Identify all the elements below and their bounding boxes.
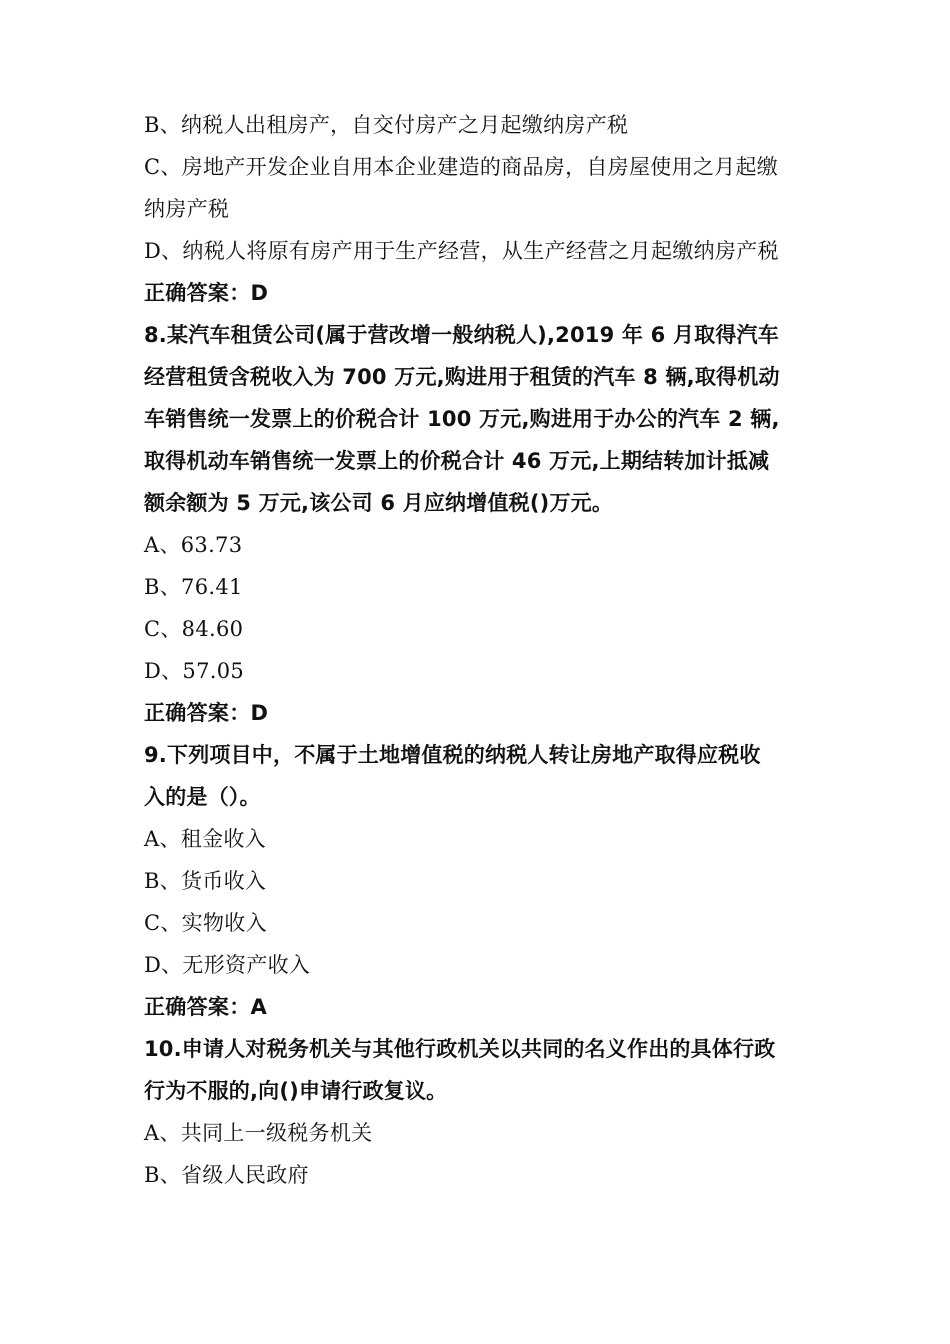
q7-option-d: D、纳税人将原有房产用于生产经营，从生产经营之月起缴纳房产税 xyxy=(144,239,779,263)
q7-option-c-line2: 纳房产税 xyxy=(144,197,230,221)
q8-stem-line4: 取得机动车销售统一发票上的价税合计 46 万元,上期结转加计抵减 xyxy=(144,449,770,473)
q8-stem-line5: 额余额为 5 万元,该公司 6 月应纳增值税()万元。 xyxy=(144,491,614,515)
q7-answer: 正确答案：D xyxy=(144,281,269,305)
q9-stem-line2: 入的是（）。 xyxy=(144,785,261,809)
q10-stem-line2: 行为不服的,向()申请行政复议。 xyxy=(144,1079,448,1103)
q7-option-b: B、纳税人出租房产，自交付房产之月起缴纳房产税 xyxy=(144,113,629,137)
q9-option-c: C、实物收入 xyxy=(144,911,267,935)
q7-option-c-line1: C、房地产开发企业自用本企业建造的商品房，自房屋使用之月起缴 xyxy=(144,155,779,179)
q8-option-d: D、57.05 xyxy=(144,659,245,683)
q9-stem-line1: 9.下列项目中，不属于土地增值税的纳税人转让房地产取得应税收 xyxy=(144,743,761,767)
q10-stem-line1: 10.申请人对税务机关与其他行政机关以共同的名义作出的具体行政 xyxy=(144,1037,776,1061)
q9-answer: 正确答案：A xyxy=(144,995,268,1019)
q10-option-b: B、省级人民政府 xyxy=(144,1163,309,1187)
q10-option-a: A、共同上一级税务机关 xyxy=(144,1121,373,1145)
q8-option-a: A、63.73 xyxy=(144,533,243,557)
q8-stem-line1: 8.某汽车租赁公司(属于营改增一般纳税人),2019 年 6 月取得汽车 xyxy=(144,323,779,347)
q8-stem-line3: 车销售统一发票上的价税合计 100 万元,购进用于办公的汽车 2 辆, xyxy=(144,407,780,431)
document-content xyxy=(144,104,814,1196)
q8-option-b: B、76.41 xyxy=(144,575,243,599)
q8-stem-line2: 经营租赁含税收入为 700 万元,购进用于租赁的汽车 8 辆,取得机动 xyxy=(144,365,780,389)
q8-option-c: C、84.60 xyxy=(144,617,244,641)
q9-option-a: A、租金收入 xyxy=(144,827,266,851)
q9-option-d: D、无形资产收入 xyxy=(144,953,311,977)
q9-option-b: B、货币收入 xyxy=(144,869,267,893)
q8-answer: 正确答案：D xyxy=(144,701,269,725)
